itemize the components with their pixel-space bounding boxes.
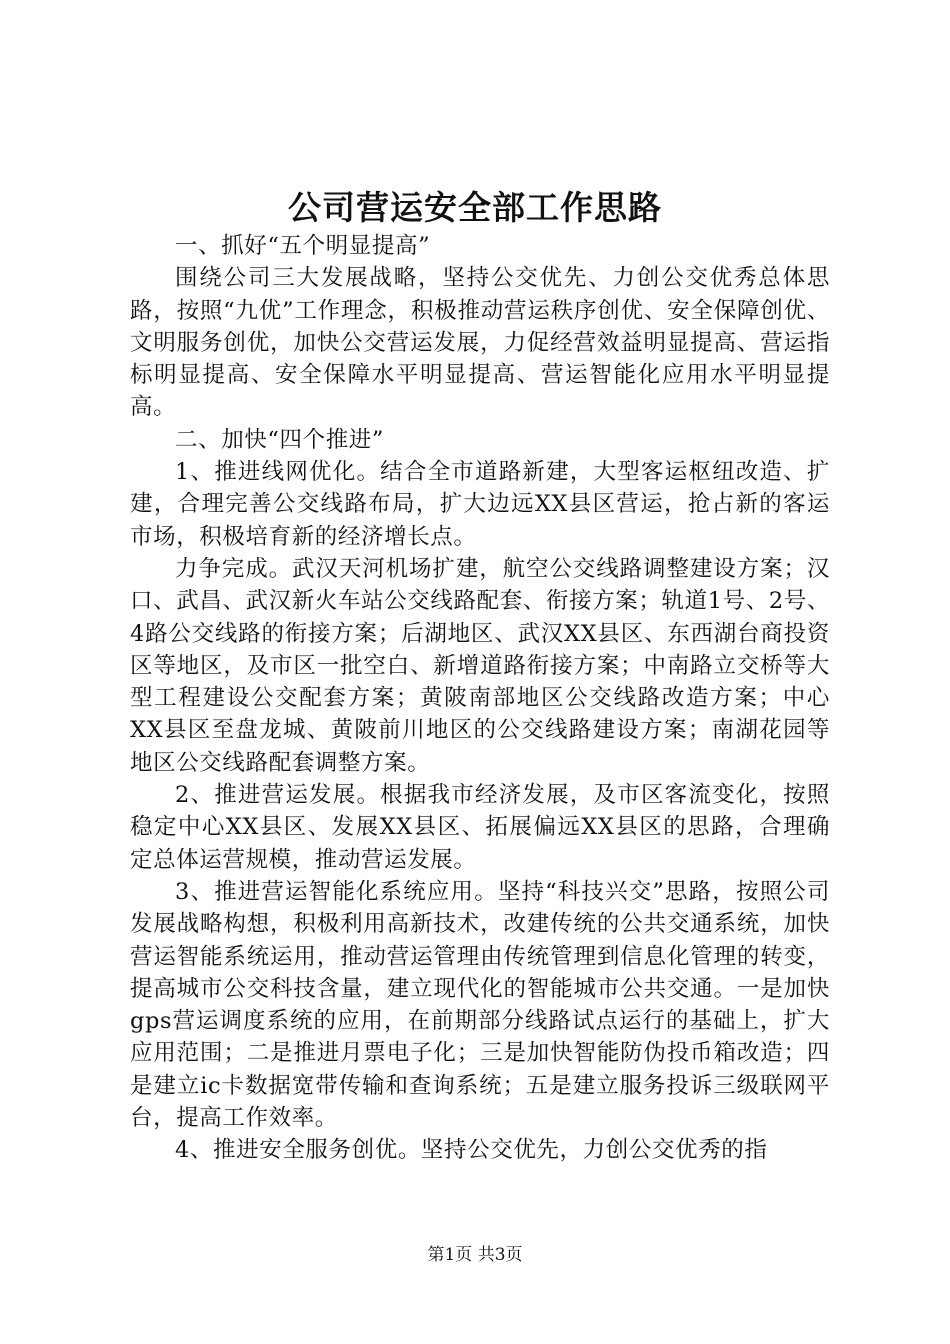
paragraph: 3、推进营运智能化系统应用。坚持“科技兴交”思路，按照公司发展战略构想，积极利用高新技术，改建传统的公共交通系统，加快营运智能系统运用，推动营运管理由传统管理到信息化管理的转变，提高城市公交科技含量，建立现代化的智能城市公共交通。一是加快gps营运调度系统的应用，在前期部分线路试点运行的基础上，扩大应用范围；二是推进月票电子化；三是加快智能防伪投币箱改造；四是建立ic卡数据宽带传输和查询系统；五是建立服务投诉三级联网平台，提高工作效率。 xyxy=(130,878,830,1132)
paragraph: 4、推进安全服务创优。坚持公交优先，力创公交优秀的指 xyxy=(175,1137,768,1164)
document-title: 公司营运安全部工作思路 xyxy=(288,188,662,227)
section-heading-2: 二、加快“四个推进” xyxy=(175,426,385,453)
paragraph: 2、推进营运发展。根据我市经济发展，及市区客流变化，按照稳定中心XX县区、发展XX县区、拓展偏远XX县区的思路，合理确定总体运营规模，推动营运发展。 xyxy=(130,782,830,873)
paragraph: 1、推进线网优化。结合全市道路新建，大型客运枢纽改造、扩建，合理完善公交线路布局，扩大边远XX县区营运，抢占新的客运市场，积极培育新的经济增长点。 xyxy=(130,459,830,550)
section-heading-1: 一、抓好“五个明显提高” xyxy=(175,233,431,259)
document-body xyxy=(130,230,830,1167)
paragraph: 力争完成。武汉天河机场扩建，航空公交线路调整建设方案；汉口、武昌、武汉新火车站公交线路配套、衔接方案；轨道1号、2号、4路公交线路的衔接方案；后湖地区、武汉XX县区、东西湖台商投资区等地区，及市区一批空白、新增道路衔接方案；中南路立交桥等大型工程建设公交配套方案；黄陂南部地区公交线路改造方案；中心XX县区至盘龙城、黄陂前川地区的公交线路建设方案；南湖花园等地区公交线路配套调整方案。 xyxy=(130,555,830,776)
paragraph: 围绕公司三大发展战略，坚持公交优先、力创公交优秀总体思路，按照“九优”工作理念，积极推动营运秩序创优、安全保障创优、文明服务创优，加快公交营运发展，力促经营效益明显提高、营运指标明显提高、安全保障水平明显提高、营运智能化应用水平明显提高。 xyxy=(130,265,830,421)
page-number-footer: 第1页 共3页 xyxy=(427,1245,523,1265)
